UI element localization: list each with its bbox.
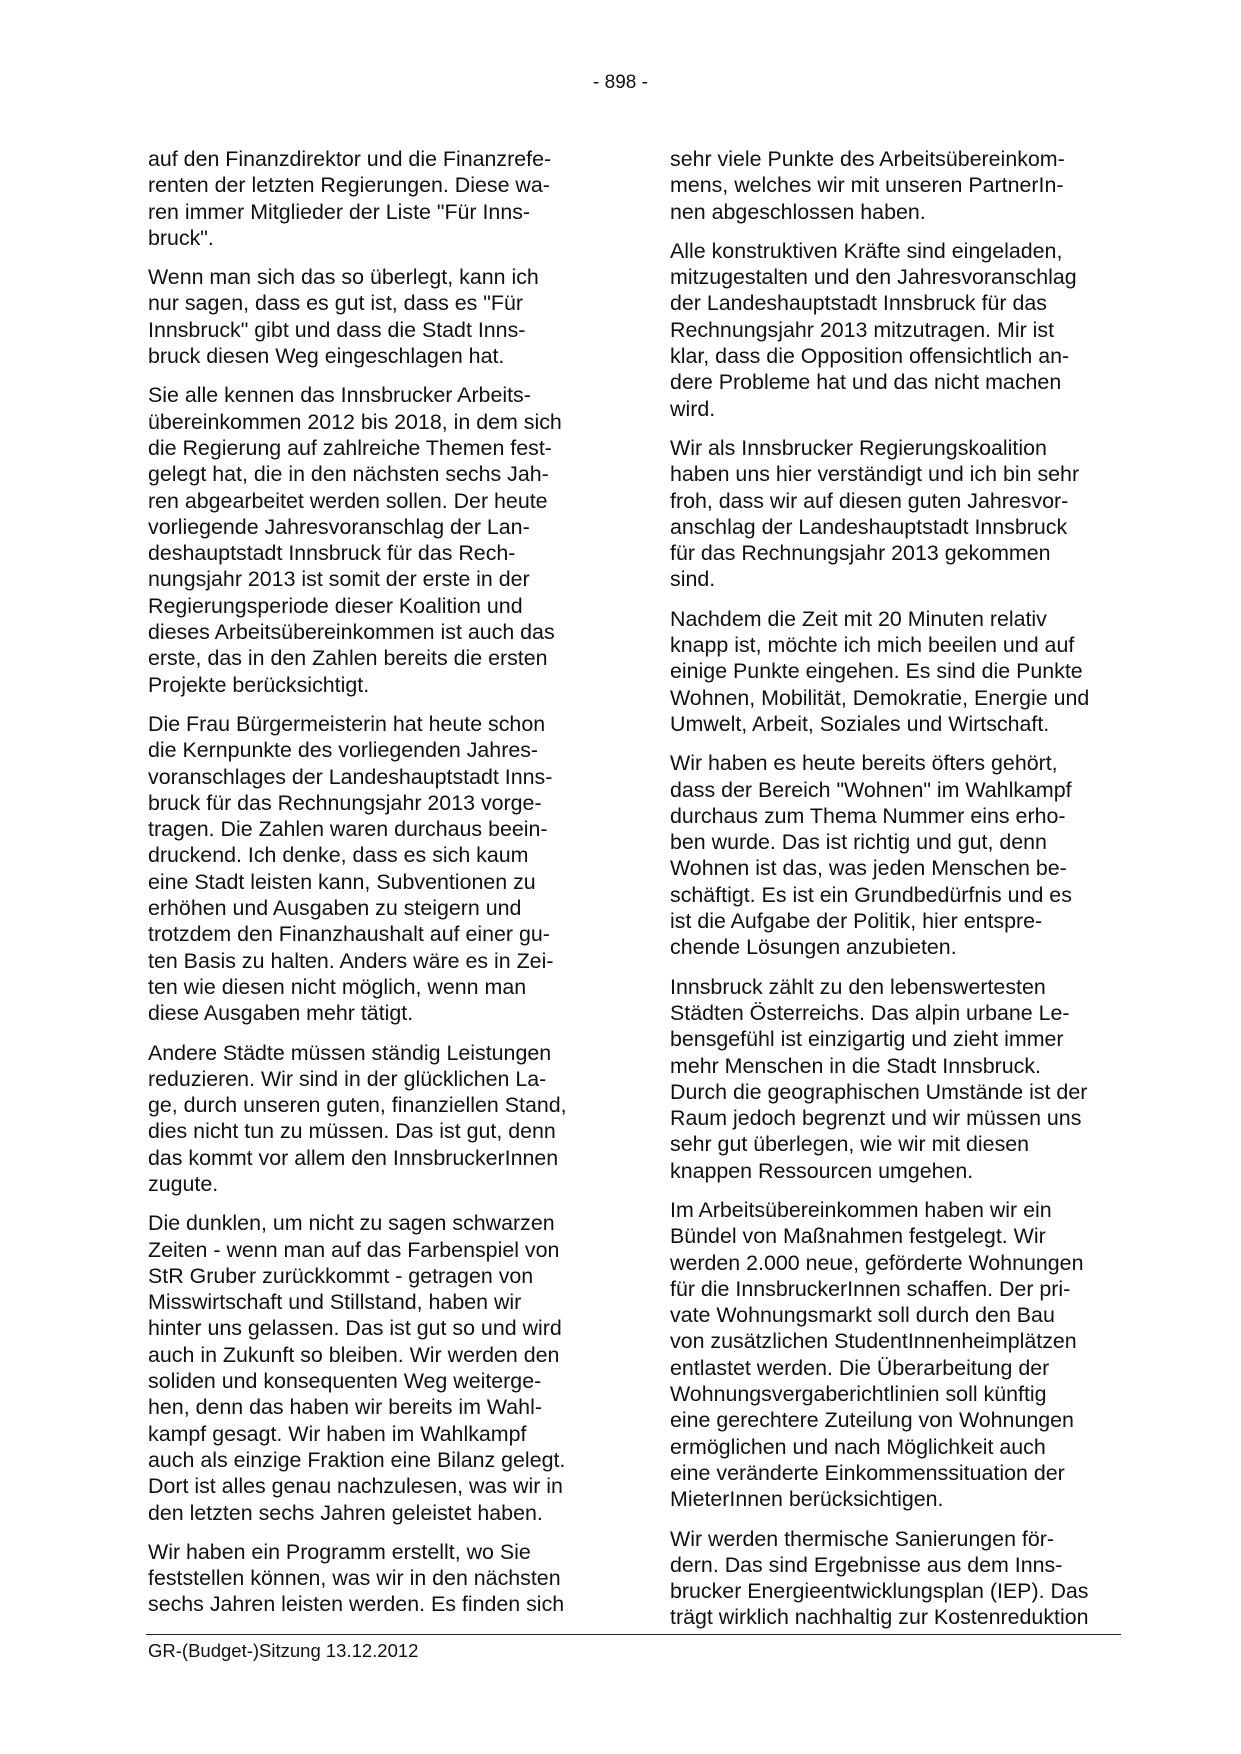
footer-session-date: GR-(Budget-)Sitzung 13.12.2012 bbox=[148, 1640, 419, 1661]
right-column bbox=[670, 146, 1118, 1644]
paragraph: Innsbruck zählt zu den lebenswertesten Städten Österreichs. Das alpin urbane Le- bensgefühl ist einzigartig und zieht immer mehr Menschen in die Stadt Innsbruck. Durch die geographischen Umstände ist der Raum jedoch begrenzt und wir müssen uns sehr gut überlegen, wie wir mit diesen knappen Ressourcen umgehen. bbox=[670, 974, 1088, 1183]
paragraph: Nachdem die Zeit mit 20 Minuten relativ knapp ist, möchte ich mich beeilen und auf einige Punkte eingehen. Es sind die Punkte Wohnen, Mobilität, Demokratie, Energie und Umwelt, Arbeit, Soziales und Wirtschaft. bbox=[670, 606, 1090, 736]
paragraph: Die dunklen, um nicht zu sagen schwarzen Zeiten - wenn man auf das Farbenspiel von StR Gruber zurückkommt - getragen von Misswirtschaft und Stillstand, haben wir hinter uns gelassen. Das ist gut so und wird auch in Zukunft so bleiben. Wir werden den soliden und konsequenten Weg weiterge- hen, denn das haben wir bereits im Wahl- kampf gesagt. Wir haben im Wahlkampf auch als einzige Fraktion eine Bilanz gelegt. Dort ist alles genau nachzulesen, was wir in den letzten sechs Jahren geleistet haben. bbox=[148, 1211, 566, 1525]
paragraph: Alle konstruktiven Kräfte sind eingeladen, mitzugestalten und den Jahresvoranschlag der Landeshauptstadt Innsbruck für das Rechnungsjahr 2013 mitzutragen. Mir ist klar, dass die Opposition offensichtlich an- dere Probleme hat und das nicht machen wird. bbox=[670, 238, 1077, 421]
paragraph: Sie alle kennen das Innsbrucker Arbeits- übereinkommen 2012 bis 2018, in dem sich die Regierung auf zahlreiche Themen fest- gelegt hat, die in den nächsten sechs Jah- ren abgearbeitet werden sollen. Der heute vorliegende Jahresvoranschlag der Lan- deshauptstadt Innsbruck für das Rech- nungsjahr 2013 ist somit der erste in der Regierungsperiode dieser Koalition und dieses Arbeitsübereinkommen ist auch das erste, das in den Zahlen bereits die ersten Projekte berücksichtigt. bbox=[148, 383, 562, 697]
footer-divider bbox=[146, 1634, 1121, 1635]
left-column bbox=[148, 146, 596, 1631]
paragraph: Wenn man sich das so überlegt, kann ich nur sagen, dass es gut ist, dass es "Für Innsbruck" gibt und dass die Stadt Inns- bruck diesen Weg eingeschlagen hat. bbox=[148, 265, 539, 369]
paragraph: Andere Städte müssen ständig Leistungen reduzieren. Wir sind in der glücklichen La- ge, durch unseren guten, finanziellen Stand, dies nicht tun zu müssen. Das ist gut, denn das kommt vor allem den InnsbruckerInnen zugute. bbox=[148, 1040, 567, 1196]
paragraph: auf den Finanzdirektor und die Finanzrefe- renten der letzten Regierungen. Diese wa- ren immer Mitglieder der Liste "Für Inns- bruck". bbox=[148, 147, 552, 250]
paragraph: Wir haben ein Programm erstellt, wo Sie feststellen können, was wir in den nächsten sechs Jahren leisten werden. Es finden sich bbox=[148, 1539, 565, 1617]
paragraph: Wir als Innsbrucker Regierungskoalition haben uns hier verständigt und ich bin sehr froh, dass wir auf diesen guten Jahresvor- anschlag der Landeshauptstadt Innsbruck für das Rechnungsjahr 2013 gekommen sind. bbox=[670, 435, 1080, 592]
paragraph: sehr viele Punkte des Arbeitsübereinkom- mens, welches wir mit unseren PartnerIn- nen abgeschlossen haben. bbox=[670, 147, 1065, 224]
paragraph: Im Arbeitsübereinkommen haben wir ein Bündel von Maßnahmen festgelegt. Wir werden 2.000 neue, geförderte Wohnungen für die InnsbruckerInnen schaffen. Der pri- vate Wohnungsmarkt soll durch den Bau von zusätzlichen StudentInnenheimplätzen entlastet werden. Die Überarbeitung der Wohnungsvergaberichtlinien soll künftig eine gerechtere Zuteilung von Wohnungen ermöglichen und nach Möglichkeit auch eine veränderte Einkommenssituation der MieterInnen berücksichtigen. bbox=[670, 1197, 1084, 1512]
page-number: - 898 - bbox=[593, 72, 648, 93]
paragraph: Die Frau Bürgermeisterin hat heute schon die Kernpunkte des vorliegenden Jahres- voranschlages der Landeshauptstadt Inns- bruck für das Rechnungsjahr 2013 vorge- tragen. Die Zahlen waren durchaus beein- druckend. Ich denke, dass es sich kaum eine Stadt leisten kann, Subventionen zu erhöhen und Ausgaben zu steigern und trotzdem den Finanzhaushalt auf einer gu- ten Basis zu halten. Anders wäre es in Zei- ten wie diesen nicht möglich, wenn man diese Ausgaben mehr tätigt. bbox=[148, 711, 554, 1026]
paragraph: Wir werden thermische Sanierungen för- dern. Das sind Ergebnisse aus dem Inns- brucker Energieentwicklungsplan (IEP). Das trägt wirklich nachhaltig zur Kostenreduktion bbox=[670, 1526, 1089, 1630]
paragraph: Wir haben es heute bereits öfters gehört, dass der Bereich "Wohnen" im Wahlkampf durchaus zum Thema Nummer eins erho- ben wurde. Das ist richtig und gut, denn Wohnen ist das, was jeden Menschen be- schäftigt. Es ist ein Grundbedürfnis und es ist die Aufgabe der Politik, hier entspre- chende Lösungen anzubieten. bbox=[670, 751, 1072, 960]
